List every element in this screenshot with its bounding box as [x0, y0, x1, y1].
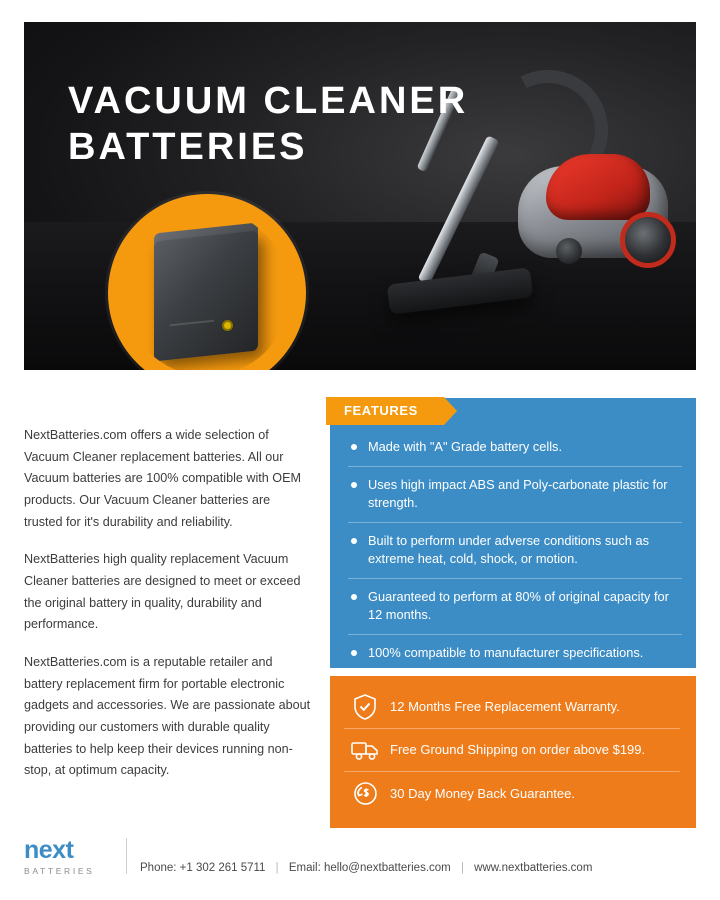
- battery-body: [154, 231, 258, 362]
- description-paragraph-3: NextBatteries.com is a reputable retailer and battery replacement firm for portable electronic gadgets and accessories. We are passionate about providing our customers with durable quality batteries to help keep their devices running non-stop, at optimum capacity.: [24, 654, 311, 778]
- shield-check-icon: [344, 693, 386, 721]
- description-copy: [24, 425, 312, 798]
- logo-wordmark: next: [24, 836, 74, 864]
- hero-banner: [24, 22, 696, 370]
- list-item: Uses high impact ABS and Poly-carbonate plastic for strength.: [348, 476, 682, 523]
- footer-website[interactable]: www.nextbatteries.com: [474, 862, 593, 874]
- brand-logo[interactable]: [24, 838, 124, 876]
- vacuum-floor-head: [387, 267, 534, 314]
- footer-phone[interactable]: Phone: +1 302 261 5711: [140, 862, 266, 874]
- list-item: 100% compatible to manufacturer specifications.: [348, 644, 682, 672]
- battery-pack-icon: [108, 194, 306, 370]
- list-item: Built to perform under adverse conditions such as extreme heat, cold, shock, or motion.: [348, 532, 682, 579]
- list-item: [344, 729, 680, 772]
- description-paragraph-1: NextBatteries.com offers a wide selection of Vacuum Cleaner replacement batteries. All our Vacuum batteries are 100% compatible with OEM products. Our Vacuum Cleaner batteries are trusted for it's durability and reliability.: [24, 428, 301, 529]
- offer-text: 12 Months Free Replacement Warranty.: [390, 699, 620, 715]
- footer-email[interactable]: Email: hello@nextbatteries.com: [288, 862, 451, 874]
- offer-text: Free Ground Shipping on order above $199.: [390, 742, 646, 758]
- battery-circle-inner: [124, 210, 290, 370]
- footer-separator-1: |: [275, 862, 279, 874]
- offer-text: 30 Day Money Back Guarantee.: [390, 785, 575, 801]
- money-back-icon: [344, 780, 386, 807]
- hero-title-line1: VACUUM CLEANER: [68, 80, 469, 122]
- list-item: Made with "A" Grade battery cells.: [348, 438, 682, 467]
- footer-contact: [140, 862, 592, 874]
- footer-separator-2: |: [460, 862, 464, 874]
- page-title: [68, 78, 468, 171]
- vacuum-wheel: [620, 212, 676, 268]
- description-paragraph-2: NextBatteries high quality replacement Vacuum Cleaner batteries are designed to meet or exceed the original battery in quality, durability and performance.: [24, 552, 301, 632]
- vacuum-small-wheel: [556, 238, 582, 264]
- features-list: [348, 438, 682, 680]
- vacuum-body-red: [546, 154, 650, 220]
- list-item: Guaranteed to perform at 80% of original capacity for 12 months.: [348, 588, 682, 635]
- list-item: [344, 686, 680, 729]
- features-tab-label: FEATURES: [326, 397, 444, 425]
- offers-panel: [330, 676, 696, 828]
- hero-title-line2: BATTERIES: [68, 126, 308, 169]
- list-item: [344, 772, 680, 815]
- logo-subtext: BATTERIES: [24, 866, 95, 876]
- footer-divider: [126, 838, 127, 874]
- battery-terminal: [222, 320, 233, 331]
- features-panel: [330, 398, 696, 668]
- truck-icon: [344, 738, 386, 762]
